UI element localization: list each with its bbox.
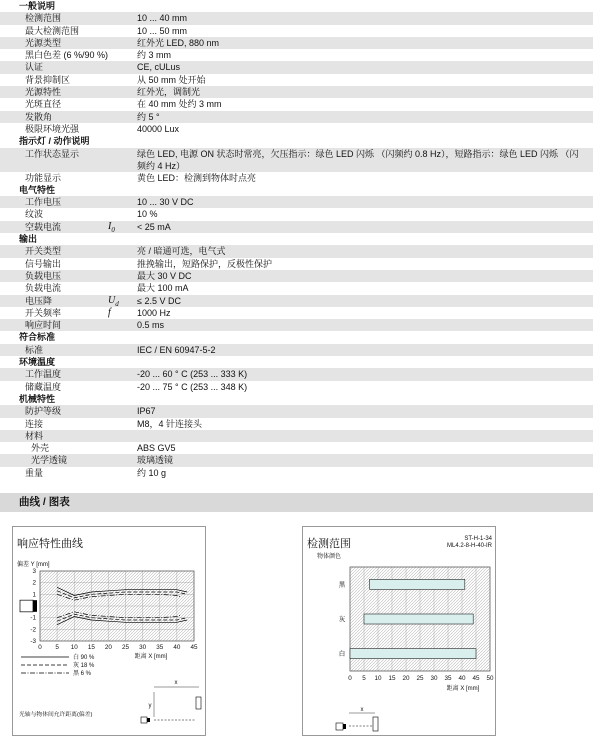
spec-row (0, 172, 593, 184)
spec-value: 约 3 mm (137, 50, 172, 61)
mini-object (373, 717, 378, 731)
x-tick-label: 15 (388, 675, 396, 682)
x-tick-label: 0 (348, 675, 352, 682)
section-title: 一般说明 (19, 1, 56, 11)
spec-value: 10 ... 50 mm (137, 25, 188, 36)
charts-section-header: 曲线 / 图表 (0, 493, 593, 512)
sensor-symbol (20, 600, 33, 612)
x-tick-label: 40 (458, 675, 466, 682)
response-curve-panel (12, 526, 206, 736)
section-title: 机械特性 (19, 393, 56, 404)
spec-row (0, 98, 593, 110)
spec-label: 发散角 (25, 111, 53, 122)
spec-value: 玻璃透镜 (137, 455, 174, 466)
x-tick-label: 45 (190, 644, 198, 651)
legend-label: 灰 18 % (73, 663, 95, 669)
x-tick-label: 5 (362, 675, 366, 682)
spec-label: 工作状态显示 (25, 148, 80, 159)
x-tick-label: 20 (402, 675, 410, 682)
response-curve-title: 响应特性曲线 (17, 538, 83, 550)
x-tick-label: 30 (139, 644, 147, 651)
mini-lens (147, 718, 150, 722)
x-tick-label: 0 (38, 644, 42, 651)
x-tick-label: 5 (55, 644, 59, 651)
x-tick-label: 35 (444, 675, 452, 682)
spec-label: 极限环境光强 (25, 123, 80, 134)
spec-value: 最大 30 V DC (137, 270, 192, 281)
category-label: 灰 (338, 616, 346, 623)
y-tick-label: -3 (30, 638, 36, 645)
spec-row (0, 381, 593, 393)
spec-symbol: $I_0$ (108, 220, 115, 234)
spec-row (0, 111, 593, 123)
spec-value: 推挽输出，短路保护，反极性保护 (137, 258, 273, 269)
section-title: 指示灯 / 动作说明 (19, 136, 90, 147)
spec-row (0, 405, 593, 417)
y-tick-label: -2 (30, 626, 36, 634)
spec-label: 储藏温度 (25, 381, 62, 392)
spec-value: < 25 mA (137, 221, 171, 232)
x-tick-label: 15 (87, 644, 95, 651)
x-axis-label: 距离 X [mm] (134, 654, 168, 660)
spec-value: 从 50 mm 处开始 (137, 74, 206, 85)
x-axis-label: 距离 X [mm] (446, 686, 480, 692)
spec-label: 纹波 (25, 209, 44, 220)
spec-value: -20 ... 75 ° C (253 ... 348 K) (137, 381, 248, 392)
spec-label: 检测范围 (25, 13, 62, 24)
x-tick-label: 10 (70, 644, 78, 651)
y-axis-label: 偏差 Y [mm] (17, 562, 50, 568)
range-bar (350, 649, 476, 659)
spec-label: 工作电压 (25, 197, 62, 208)
spec-label: 光源类型 (25, 37, 62, 48)
spec-row (0, 295, 593, 307)
spec-value: 在 40 mm 处约 3 mm (137, 99, 222, 110)
section-header (0, 356, 593, 368)
spec-label: 背景抑制区 (25, 74, 71, 85)
spec-row (0, 49, 593, 61)
spec-label: 重量 (25, 467, 44, 478)
spec-value: 绿色 LED, 电源 ON 状态时常亮，欠压指示：绿色 LED 闪烁 （闪频约 0.8 Hz），短路指示：绿色 LED 闪烁 （闪频约 4 Hz） (137, 148, 579, 171)
section-header (0, 0, 593, 12)
section-header (0, 184, 593, 196)
mini-sensor (336, 723, 343, 730)
x-tick-label: 35 (156, 644, 164, 651)
mini-lens (343, 724, 346, 729)
spec-value: M8，4 针连接头 (137, 418, 203, 429)
spec-value: IP67 (137, 406, 156, 417)
spec-row (0, 344, 593, 356)
spec-label: 连接 (25, 418, 44, 429)
sensor-lens (33, 600, 37, 612)
section-title: 输出 (19, 234, 38, 245)
spec-row (0, 418, 593, 430)
spec-row (0, 442, 593, 454)
legend-label: 黑 6 % (73, 671, 92, 677)
spec-row (0, 86, 593, 98)
spec-value: ≤ 2.5 V DC (137, 295, 181, 306)
spec-row (0, 37, 593, 49)
spec-row (0, 467, 593, 479)
x-tick-label: 25 (122, 644, 130, 651)
mini-x-label: x (174, 680, 178, 686)
spec-label: 开关类型 (25, 246, 62, 257)
spec-row (0, 270, 593, 282)
spec-row (0, 123, 593, 135)
spec-row (0, 208, 593, 220)
section-header (0, 331, 593, 343)
section-title: 环境温度 (19, 357, 56, 368)
spec-label: 外壳 (31, 443, 50, 454)
section-title: 电气特性 (19, 184, 56, 195)
x-tick-label: 30 (430, 675, 438, 682)
mini-sensor (141, 717, 147, 723)
spec-value: 约 10 g (137, 467, 167, 478)
spec-value: 最大 100 mA (137, 283, 189, 294)
spec-value: CE, cULus (137, 62, 181, 73)
spec-row (0, 430, 593, 442)
spec-row (0, 221, 593, 233)
chart-footnote: 光轴与物体间允许距离(偏差) (19, 712, 93, 718)
spec-label: 材料 (25, 430, 44, 441)
model-line-2: ML4.2-8-H-40-IR (446, 543, 492, 549)
section-header (0, 393, 593, 405)
spec-label: 最大检测范围 (25, 25, 80, 36)
spec-row (0, 196, 593, 208)
spec-label: 电压降 (25, 295, 53, 306)
spec-label: 信号输出 (25, 258, 62, 269)
spec-row (0, 307, 593, 319)
spec-value: 0.5 ms (137, 320, 165, 331)
y-tick-label: 3 (32, 568, 36, 575)
spec-row (0, 319, 593, 331)
mini-object (196, 697, 201, 709)
category-label: 白 (338, 650, 346, 658)
spec-row (0, 282, 593, 294)
spec-label: 黑白色差 (6 %/90 %) (25, 50, 109, 61)
spec-label: 功能显示 (25, 172, 62, 183)
model-line-1: ST-H-1-34 (464, 536, 492, 542)
spec-row (0, 148, 593, 172)
spec-label: 光源特性 (25, 87, 62, 98)
spec-value: 红外光，调制光 (137, 87, 201, 98)
spec-value: -20 ... 60 ° C (253 ... 333 K) (137, 369, 248, 380)
category-label: 黑 (338, 581, 346, 589)
y-tick-label: 2 (32, 579, 36, 587)
x-tick-label: 50 (486, 675, 494, 682)
legend-label: 白 90 % (73, 655, 95, 661)
spec-label: 响应时间 (25, 320, 62, 331)
category-axis-label: 物体颜色 (317, 554, 342, 560)
spec-label: 防护等级 (25, 406, 62, 417)
spec-value: 10 ... 30 V DC (137, 197, 194, 208)
mini-x-label: x (360, 707, 364, 713)
spec-value: 黄色 LED：检测到物体时点亮 (137, 172, 257, 183)
y-tick-label: -1 (30, 614, 36, 622)
detection-range-chart (303, 527, 497, 737)
x-tick-label: 40 (173, 644, 181, 651)
x-tick-label: 20 (104, 644, 112, 651)
spec-label: 负载电压 (25, 270, 62, 281)
spec-value: IEC / EN 60947-5-2 (137, 344, 216, 355)
section-header (0, 233, 593, 245)
spec-value: 10 ... 40 mm (137, 13, 188, 24)
spec-row (0, 74, 593, 86)
response-curve-chart (13, 527, 207, 737)
spec-label: 工作温度 (25, 369, 62, 380)
spec-value: 约 5 ° (137, 111, 160, 122)
spec-label: 认证 (25, 62, 44, 73)
detection-range-title: 检测范围 (307, 538, 351, 550)
spec-label: 标准 (25, 344, 44, 355)
spec-row (0, 61, 593, 73)
spec-label: 光学透镜 (31, 455, 68, 466)
section-title: 符合标准 (19, 332, 56, 343)
spec-symbol: f (108, 306, 111, 318)
spec-row (0, 368, 593, 380)
spec-row (0, 454, 593, 466)
spec-label: 负载电流 (25, 283, 62, 294)
range-bar (364, 614, 473, 624)
spec-row (0, 258, 593, 270)
detection-range-panel (302, 526, 496, 736)
y-tick-label: 1 (32, 591, 36, 599)
mini-y-label: y (148, 703, 152, 709)
x-tick-label: 45 (472, 675, 480, 682)
spec-row (0, 25, 593, 37)
spec-label: 空载电流 (25, 221, 62, 232)
spec-value: 亮 / 暗通可选，电气式 (137, 246, 226, 257)
spec-value: 10 % (137, 209, 158, 220)
spec-row (0, 245, 593, 257)
spec-label: 开关频率 (25, 307, 62, 318)
x-tick-label: 25 (416, 675, 424, 682)
x-tick-label: 10 (374, 675, 382, 682)
spec-value: 1000 Hz (137, 307, 171, 318)
spec-label: 光斑直径 (25, 99, 62, 110)
spec-symbol: $U_d$ (108, 294, 119, 308)
range-bar (370, 579, 465, 589)
section-header (0, 135, 593, 147)
spec-row (0, 12, 593, 24)
spec-value: ABS GV5 (137, 443, 176, 454)
spec-value: 红外光 LED, 880 nm (137, 37, 220, 48)
spec-value: 40000 Lux (137, 123, 180, 134)
